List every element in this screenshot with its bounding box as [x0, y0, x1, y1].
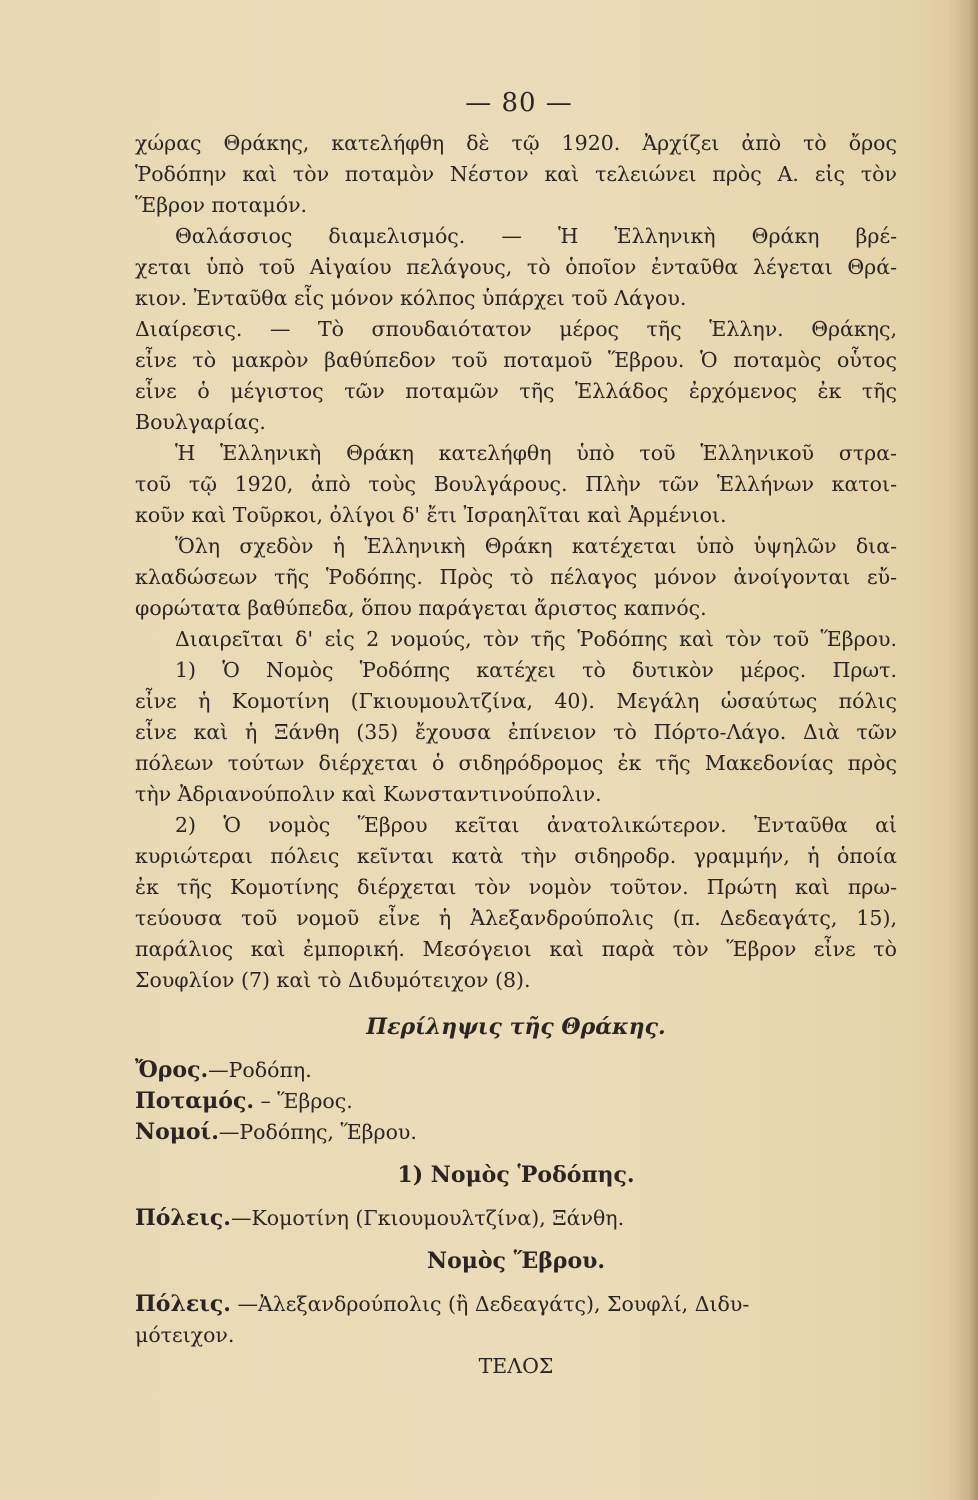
page-number: — 80 —: [465, 88, 573, 118]
text-line: Θαλάσσιος διαμελισμός. — Ἡ Ἑλληνικὴ Θράκη βρέ-: [175, 224, 897, 248]
text-line: Ἕβρον ποταμόν.: [135, 193, 308, 217]
body-paragraphs: [135, 128, 897, 996]
text-line: Ὅλη σχεδὸν ἡ Ἑλληνικὴ Θράκη κατέχεται ὑπὸ ὑψηλῶν δια-: [175, 534, 897, 558]
page-text: [135, 128, 897, 1382]
text-line: τὴν Ἀδριανούπολιν καὶ Κωνσταντινούπολιν.: [135, 782, 602, 806]
summary-label: Ὄρος.: [135, 1057, 209, 1083]
text-line: φορώτατα βαθύπεδα, ὅπου παράγεται ἄριστος καπνός.: [135, 596, 707, 620]
summary-value: – Ἕβρος.: [254, 1089, 353, 1113]
text-line: 1) Ὁ Νομὸς Ῥοδόπης κατέχει τὸ δυτικὸν μέρος. Πρωτ.: [175, 658, 897, 682]
text-line: κλαδώσεων τῆς Ῥοδόπης. Πρὸς τὸ πέλαγος μόνον ἀνοίγονται εὔ-: [135, 565, 897, 589]
text-line: εἶνε καὶ ἡ Ξάνθη (35) ἔχουσα ἐπίνειον τὸ Πόρτο-Λάγο. Διὰ τῶν: [135, 720, 897, 744]
spacer: [135, 1277, 897, 1289]
spacer: [135, 996, 897, 1012]
text-line: Ῥοδόπην καὶ τὸν ποταμὸν Νέστον καὶ τελειώνει πρὸς Α. εἰς τὸν: [135, 162, 897, 186]
text-line: Διαίρεσις. — Τὸ σπουδαιότατον μέρος τῆς Ἑλλην. Θράκης,: [135, 317, 897, 341]
text-line: πόλεων τούτων διέρχεται ὁ σιδηρόδρομος ἐκ τῆς Μακεδονίας πρὸς: [135, 751, 897, 775]
text-line: εἶνε ἡ Κομοτίνη (Γκιουμουλτζίνα, 40). Μεγάλη ὡσαύτως πόλις: [135, 689, 897, 713]
text-line: τεύουσα τοῦ νομοῦ εἶνε ἡ Ἀλεξανδρούπολις (π. Δεδεαγάτς, 15),: [135, 906, 897, 930]
text-line: τοῦ τῷ 1920, ἀπὸ τοὺς Βουλγάρους. Πλὴν τῶν Ἑλλήνων κατοι-: [135, 472, 897, 496]
spacer: [135, 1043, 897, 1055]
text-line: χεται ὑπὸ τοῦ Αἰγαίου πελάγους, τὸ ὁποῖον ἐνταῦθα λέγεται Θρά-: [135, 255, 897, 279]
text-line: κιον. Ἐνταῦθα εἷς μόνον κόλπος ὑπάρχει τοῦ Λάγου.: [135, 286, 687, 310]
end-marker: ΤΕΛΟΣ: [478, 1354, 554, 1378]
summary-label: Νομοί.: [135, 1119, 219, 1145]
text-line: Διαιρεῖται δ' εἰς 2 νομούς, τὸν τῆς Ῥοδόπης καὶ τὸν τοῦ Ἕβρου.: [175, 627, 897, 651]
summary-row-mountain: [135, 1055, 897, 1086]
text-line: ἐκ τῆς Κομοτίνης διέρχεται τὸν νομὸν τοῦτον. Πρώτη καὶ πρω-: [135, 875, 897, 899]
spacer: [135, 1234, 897, 1246]
nomos-rodopi-cities: [135, 1203, 897, 1234]
nomos-evros-cities: [135, 1289, 897, 1320]
summary-row-prefectures: [135, 1117, 897, 1148]
nomos-evros-cities-continued: μότειχον.: [135, 1323, 235, 1347]
nomos-evros-title: Νομὸς Ἕβρου.: [426, 1248, 606, 1274]
text-line: παράλιος καὶ ἐμπορική. Μεσόγειοι καὶ παρὰ τὸν Ἕβρον εἶνε τὸ: [135, 937, 897, 961]
page-edge-shadow: [948, 0, 978, 1500]
cities-label: Πόλεις.: [135, 1205, 231, 1231]
spacer: [135, 1148, 897, 1160]
summary-value: —Ροδόπης, Ἕβρου.: [218, 1120, 417, 1144]
text-line: χώρας Θράκης, κατελήφθη δὲ τῷ 1920. Ἀρχίζει ἀπὸ τὸ ὄρος: [135, 131, 897, 155]
summary-row-river: [135, 1086, 897, 1117]
cities-label: Πόλεις.: [135, 1291, 231, 1317]
text-line: Σουφλίον (7) καὶ τὸ Διδυμότειχον (8).: [135, 968, 531, 992]
text-line: εἶνε ὁ μέγιστος τῶν ποταμῶν τῆς Ἑλλάδος ἐρχόμενος ἐκ τῆς: [135, 379, 897, 403]
summary-title: Περίληψις τῆς Θράκης.: [366, 1014, 666, 1040]
cities-value: —Κομοτίνη (Γκιουμουλτζίνα), Ξάνθη.: [230, 1206, 625, 1230]
text-line: Βουλγαρίας.: [135, 410, 266, 434]
text-line: Ἡ Ἑλληνικὴ Θράκη κατελήφθη ὑπὸ τοῦ Ἑλληνικοῦ στρα-: [175, 441, 897, 465]
cities-value: —Ἀλεξανδρούπολις (ἢ Δεδεαγάτς), Σουφλί, Διδυ-: [230, 1292, 750, 1316]
text-line: εἶνε τὸ μακρὸν βαθύπεδον τοῦ ποταμοῦ Ἕβρου. Ὁ ποταμὸς οὗτος: [135, 348, 897, 372]
spacer: [135, 1191, 897, 1203]
text-line: 2) Ὁ νομὸς Ἕβρου κεῖται ἀνατολικώτερον. Ἐνταῦθα αἱ: [175, 813, 897, 837]
summary-label: Ποταμός.: [135, 1088, 255, 1114]
summary-value: —Ροδόπη.: [208, 1058, 312, 1082]
text-line: κυριώτεραι πόλεις κεῖνται κατὰ τὴν σιδηροδρ. γραμμήν, ἡ ὁποία: [135, 844, 897, 868]
text-line: κοῦν καὶ Τοῦρκοι, ὀλίγοι δ' ἔτι Ἰσραηλῖται καὶ Ἀρμένιοι.: [135, 503, 727, 527]
nomos-rodopi-title: 1) Νομὸς Ῥοδόπης.: [397, 1162, 635, 1188]
